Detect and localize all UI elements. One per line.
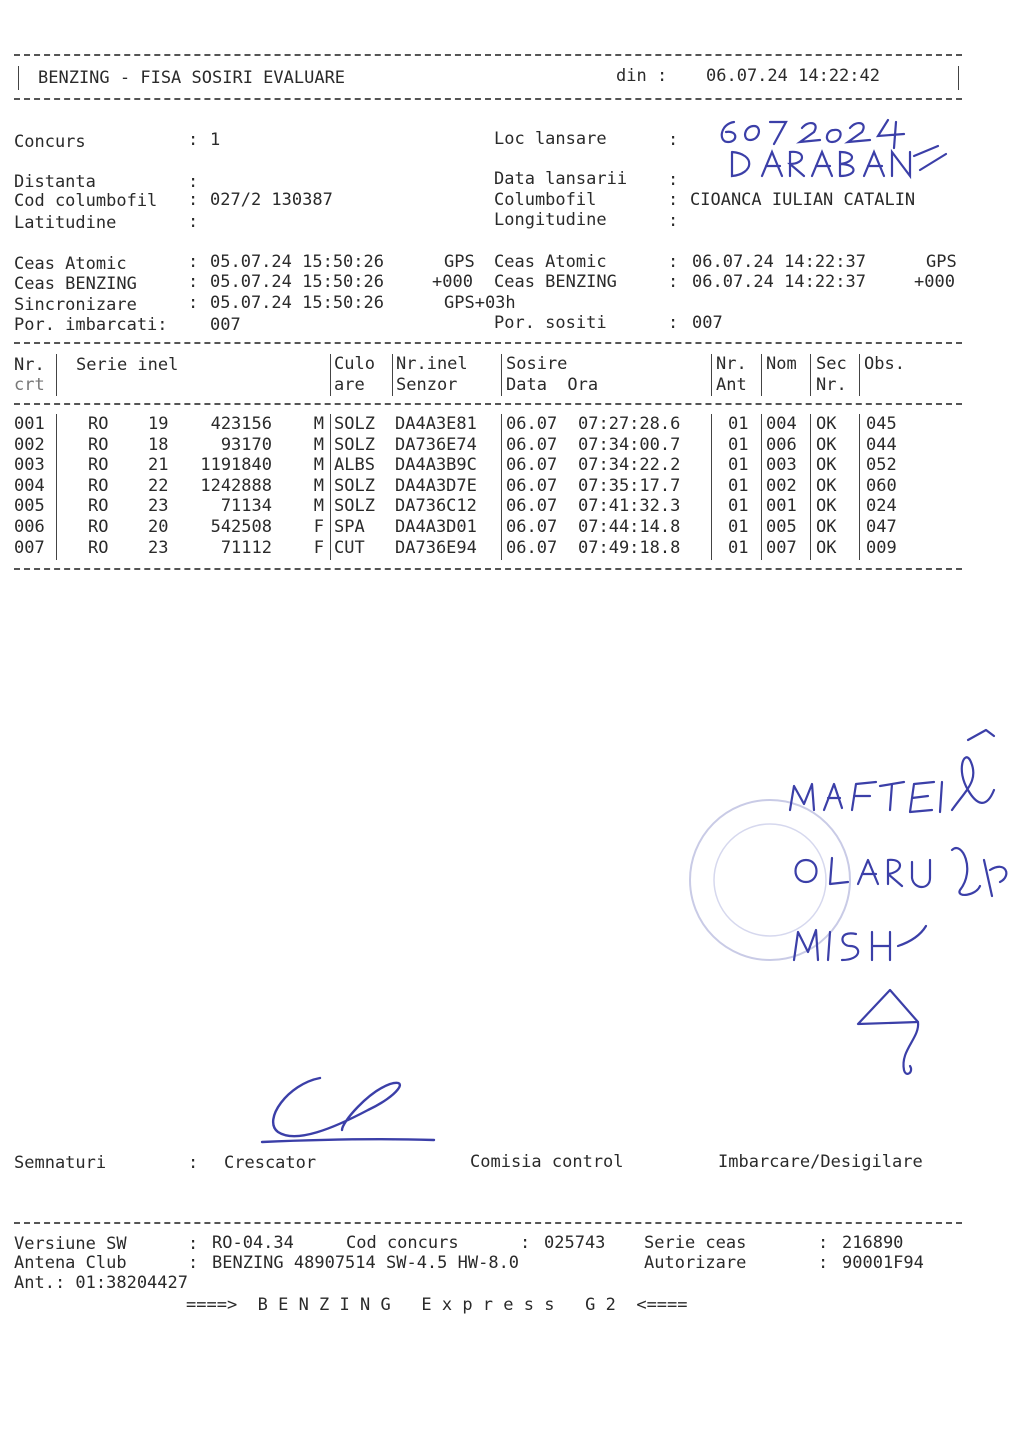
colon: :: [668, 252, 679, 272]
serie-ceas-value: 216890: [842, 1233, 904, 1253]
cell-obs: 045: [866, 414, 897, 434]
cell-sec: OK: [816, 455, 837, 476]
th-sec-1: Sec: [816, 354, 847, 374]
td-divider: [810, 414, 811, 560]
cell-color: CUT: [334, 537, 365, 558]
cell-sec: OK: [816, 475, 837, 496]
data-lansarii-label: Data lansarii: [494, 169, 628, 189]
cell-sensor: DA736C12: [395, 496, 477, 517]
columbofil-value: CIOANCA IULIAN CATALIN: [690, 190, 916, 210]
brand-line: ====> B E N Z I N G E x p r e s s G 2 <====: [186, 1295, 688, 1315]
cell-time: 07:49:18.8: [578, 537, 681, 558]
antena-value: BENZING 48907514 SW-4.5 HW-8.0: [212, 1253, 520, 1273]
cell-sensor: DA4A3E81: [395, 414, 477, 434]
ceas-benzing-left-value: 05.07.24 15:50:26: [210, 272, 384, 292]
cod-columbofil-value: 027/2 130387: [210, 190, 333, 210]
table-header-rule: [14, 403, 962, 405]
cell-sensor: DA4A3D01: [395, 517, 477, 537]
cell-nr: 007: [14, 537, 45, 558]
distanta-label: Distanta: [14, 172, 96, 192]
cell-country: RO: [88, 414, 109, 434]
table-row: [0, 435, 1024, 456]
cell-time: 07:27:28.6: [578, 414, 681, 434]
cell-country: RO: [88, 475, 109, 496]
sync-suffix: GPS+03h: [444, 293, 516, 313]
table-row: [0, 496, 1024, 517]
th-culo-1: Culo: [334, 354, 375, 374]
colon: :: [818, 1233, 829, 1253]
cell-sec: OK: [816, 517, 837, 537]
cell-ant: 01: [728, 496, 749, 517]
table-row: [0, 538, 1024, 559]
colon: :: [520, 1233, 531, 1253]
cell-ant: 01: [728, 475, 749, 496]
cell-nr: 001: [14, 414, 45, 434]
ceas-atomic-left-value: 05.07.24 15:50:26: [210, 252, 384, 272]
commission-signatures: [780, 720, 1020, 1080]
versiune-label: Versiune SW: [14, 1234, 127, 1254]
cell-ant: 01: [728, 434, 749, 455]
cell-nr: 006: [14, 517, 45, 537]
th-nom: Nom: [766, 354, 797, 374]
imbarcati-value: 007: [210, 315, 241, 335]
cell-country: RO: [88, 496, 109, 517]
header-left-bar: [18, 66, 19, 90]
ceas-benzing-right-suffix: +000: [914, 272, 955, 292]
cell-date: 06.07: [506, 475, 558, 496]
sync-label: Sincronizare: [14, 295, 137, 315]
cell-ant: 01: [728, 537, 749, 558]
th-nr-2: crt: [14, 375, 45, 395]
handwritten-date: [710, 108, 950, 188]
ceas-atomic-right-suffix: GPS: [926, 252, 957, 272]
th-divider: [859, 354, 860, 396]
arrivals-table: [0, 414, 1024, 564]
cell-sec: OK: [816, 434, 837, 455]
colon: :: [188, 1153, 199, 1173]
cell-ring: 1191840: [200, 455, 272, 476]
colon: :: [188, 130, 199, 150]
th-obs: Obs.: [864, 354, 905, 374]
cell-obs: 024: [866, 496, 897, 517]
sositi-label: Por. sositi: [494, 313, 607, 333]
th-sosire-2: Data Ora: [506, 375, 599, 395]
cod-columbofil-label: Cod columbofil: [14, 191, 158, 211]
cell-ant: 01: [728, 455, 749, 476]
ceas-atomic-right-label: Ceas Atomic: [494, 252, 607, 272]
concurs-value: 1: [210, 130, 221, 150]
colon: :: [668, 313, 679, 333]
cell-ant: 01: [728, 414, 749, 434]
ceas-benzing-right-value: 06.07.24 14:22:37: [692, 272, 866, 292]
header-top-rule: [14, 54, 962, 56]
td-divider: [501, 414, 502, 560]
table-row: [0, 517, 1024, 538]
antena-label: Antena Club: [14, 1253, 127, 1273]
cell-sensor: DA736E94: [395, 537, 477, 558]
colon: :: [668, 130, 679, 150]
ceas-atomic-left-suffix: GPS: [444, 252, 475, 272]
cell-sex: M: [313, 434, 324, 455]
td-divider: [761, 414, 762, 560]
colon: :: [188, 212, 199, 232]
crescator-label: Crescator: [224, 1153, 317, 1173]
table-row: [0, 476, 1024, 497]
din-label: din :: [616, 66, 668, 86]
cod-concurs-value: 025743: [544, 1233, 606, 1253]
serie-ceas-label: Serie ceas: [644, 1233, 747, 1253]
ceas-atomic-right-value: 06.07.24 14:22:37: [692, 252, 866, 272]
latitudine-label: Latitudine: [14, 213, 117, 233]
colon: :: [188, 1253, 199, 1273]
cell-nom: 005: [766, 517, 797, 537]
th-sosire-1: Sosire: [506, 354, 568, 374]
cell-ring: 93170: [220, 434, 272, 455]
cell-time: 07:41:32.3: [578, 496, 681, 517]
ceas-benzing-right-label: Ceas BENZING: [494, 272, 617, 292]
ceas-benzing-left-suffix: +000: [432, 272, 473, 292]
cell-ring: 542508: [210, 517, 272, 537]
cell-nr: 002: [14, 434, 45, 455]
cell-date: 06.07: [506, 455, 558, 476]
cell-year: 19: [148, 414, 169, 434]
cell-ant: 01: [728, 517, 749, 537]
cell-nom: 006: [766, 434, 797, 455]
cell-nom: 007: [766, 537, 797, 558]
td-divider: [711, 414, 712, 560]
cell-nr: 003: [14, 455, 45, 476]
th-inel-1: Nr.inel: [396, 354, 468, 374]
semnaturi-label: Semnaturi: [14, 1153, 107, 1173]
td-divider: [859, 414, 860, 560]
cell-ring: 71112: [220, 537, 272, 558]
cell-time: 07:44:14.8: [578, 517, 681, 537]
autorizare-label: Autorizare: [644, 1253, 747, 1273]
cell-year: 23: [148, 496, 169, 517]
crescator-signature: [258, 1070, 438, 1150]
th-divider: [392, 354, 393, 396]
cell-color: ALBS: [334, 455, 375, 476]
th-divider: [501, 354, 502, 396]
colon: :: [668, 272, 679, 292]
cell-country: RO: [88, 455, 109, 476]
th-ant-1: Nr.: [716, 354, 747, 374]
longitudine-label: Longitudine: [494, 210, 607, 230]
ceas-benzing-left-label: Ceas BENZING: [14, 274, 137, 294]
footer-top-rule: [14, 1222, 962, 1224]
colon: :: [188, 252, 199, 272]
colon: :: [188, 172, 199, 192]
table-top-rule: [14, 342, 962, 344]
th-divider: [56, 354, 57, 396]
cell-obs: 044: [866, 434, 897, 455]
cell-date: 06.07: [506, 434, 558, 455]
cell-date: 06.07: [506, 537, 558, 558]
versiune-value: RO-04.34: [212, 1233, 294, 1253]
colon: :: [188, 272, 199, 292]
ceas-atomic-left-label: Ceas Atomic: [14, 254, 127, 274]
th-divider: [711, 354, 712, 396]
cell-color: SOLZ: [334, 414, 375, 434]
colon: :: [188, 293, 199, 313]
th-divider: [330, 354, 331, 396]
cell-sensor: DA736E74: [395, 434, 477, 455]
cell-year: 23: [148, 537, 169, 558]
imbarcare-label: Imbarcare/Desigilare: [718, 1152, 923, 1172]
cell-nom: 002: [766, 475, 797, 496]
cell-ring: 1242888: [200, 475, 272, 496]
cell-nr: 005: [14, 496, 45, 517]
colon: :: [818, 1253, 829, 1273]
din-value: 06.07.24 14:22:42: [706, 66, 880, 86]
cell-sex: M: [313, 475, 324, 496]
cell-obs: 060: [866, 475, 897, 496]
report-title: BENZING - FISA SOSIRI EVALUARE: [38, 68, 346, 88]
cell-sec: OK: [816, 496, 837, 517]
th-nr-1: Nr.: [14, 355, 45, 375]
td-divider: [56, 414, 57, 560]
concurs-label: Concurs: [14, 132, 86, 152]
header-bottom-rule: [14, 98, 962, 100]
cell-sex: M: [313, 455, 324, 476]
cell-year: 22: [148, 475, 169, 496]
table-row: [0, 455, 1024, 476]
loc-lansare-label: Loc lansare: [494, 129, 607, 149]
colon: :: [668, 190, 679, 210]
cell-obs: 009: [866, 537, 897, 558]
cell-date: 06.07: [506, 517, 558, 537]
cell-date: 06.07: [506, 496, 558, 517]
cell-sex: M: [313, 414, 324, 434]
sositi-value: 007: [692, 313, 723, 333]
th-serie: Serie inel: [76, 355, 179, 375]
th-inel-2: Senzor: [396, 375, 458, 395]
imbarcati-label: Por. imbarcati:: [14, 315, 168, 335]
cod-concurs-label: Cod concurs: [346, 1233, 459, 1253]
cell-country: RO: [88, 517, 109, 537]
header-right-bar: [958, 66, 959, 90]
handwritten-date-text: 607 2024: [710, 108, 715, 109]
comisia-label: Comisia control: [470, 1152, 624, 1172]
cell-color: SPA: [334, 517, 365, 537]
ant-line: Ant.: 01:38204427: [14, 1273, 188, 1293]
cell-country: RO: [88, 434, 109, 455]
th-culo-2: are: [334, 375, 365, 395]
cell-time: 07:34:22.2: [578, 455, 681, 476]
cell-obs: 052: [866, 455, 897, 476]
cell-sec: OK: [816, 414, 837, 434]
cell-year: 20: [148, 517, 169, 537]
th-sec-2: Nr.: [816, 375, 847, 395]
autorizare-value: 90001F94: [842, 1253, 924, 1273]
cell-time: 07:34:00.7: [578, 434, 681, 455]
colon: :: [188, 190, 199, 210]
cell-color: SOLZ: [334, 475, 375, 496]
cell-obs: 047: [866, 517, 897, 537]
cell-nr: 004: [14, 475, 45, 496]
table-bottom-rule: [14, 568, 962, 570]
cell-year: 18: [148, 434, 169, 455]
table-row: [0, 414, 1024, 435]
cell-ring: 71134: [220, 496, 272, 517]
cell-sensor: DA4A3B9C: [395, 455, 477, 476]
cell-country: RO: [88, 537, 109, 558]
sync-value: 05.07.24 15:50:26: [210, 293, 384, 313]
cell-color: SOLZ: [334, 434, 375, 455]
colon: :: [668, 211, 679, 231]
colon: :: [668, 170, 679, 190]
cell-color: SOLZ: [334, 496, 375, 517]
cell-nom: 001: [766, 496, 797, 517]
cell-time: 07:35:17.7: [578, 475, 681, 496]
th-divider: [810, 354, 811, 396]
th-divider: [761, 354, 762, 396]
cell-year: 21: [148, 455, 169, 476]
cell-sensor: DA4A3D7E: [395, 475, 477, 496]
cell-nom: 003: [766, 455, 797, 476]
columbofil-label: Columbofil: [494, 190, 597, 210]
cell-ring: 423156: [210, 414, 272, 434]
cell-sex: F: [313, 537, 324, 558]
cell-sex: M: [313, 496, 324, 517]
th-ant-2: Ant: [716, 375, 747, 395]
td-divider: [330, 414, 331, 560]
cell-date: 06.07: [506, 414, 558, 434]
cell-sex: F: [313, 517, 324, 537]
colon: :: [188, 1234, 199, 1254]
cell-nom: 004: [766, 414, 797, 434]
cell-sec: OK: [816, 537, 837, 558]
